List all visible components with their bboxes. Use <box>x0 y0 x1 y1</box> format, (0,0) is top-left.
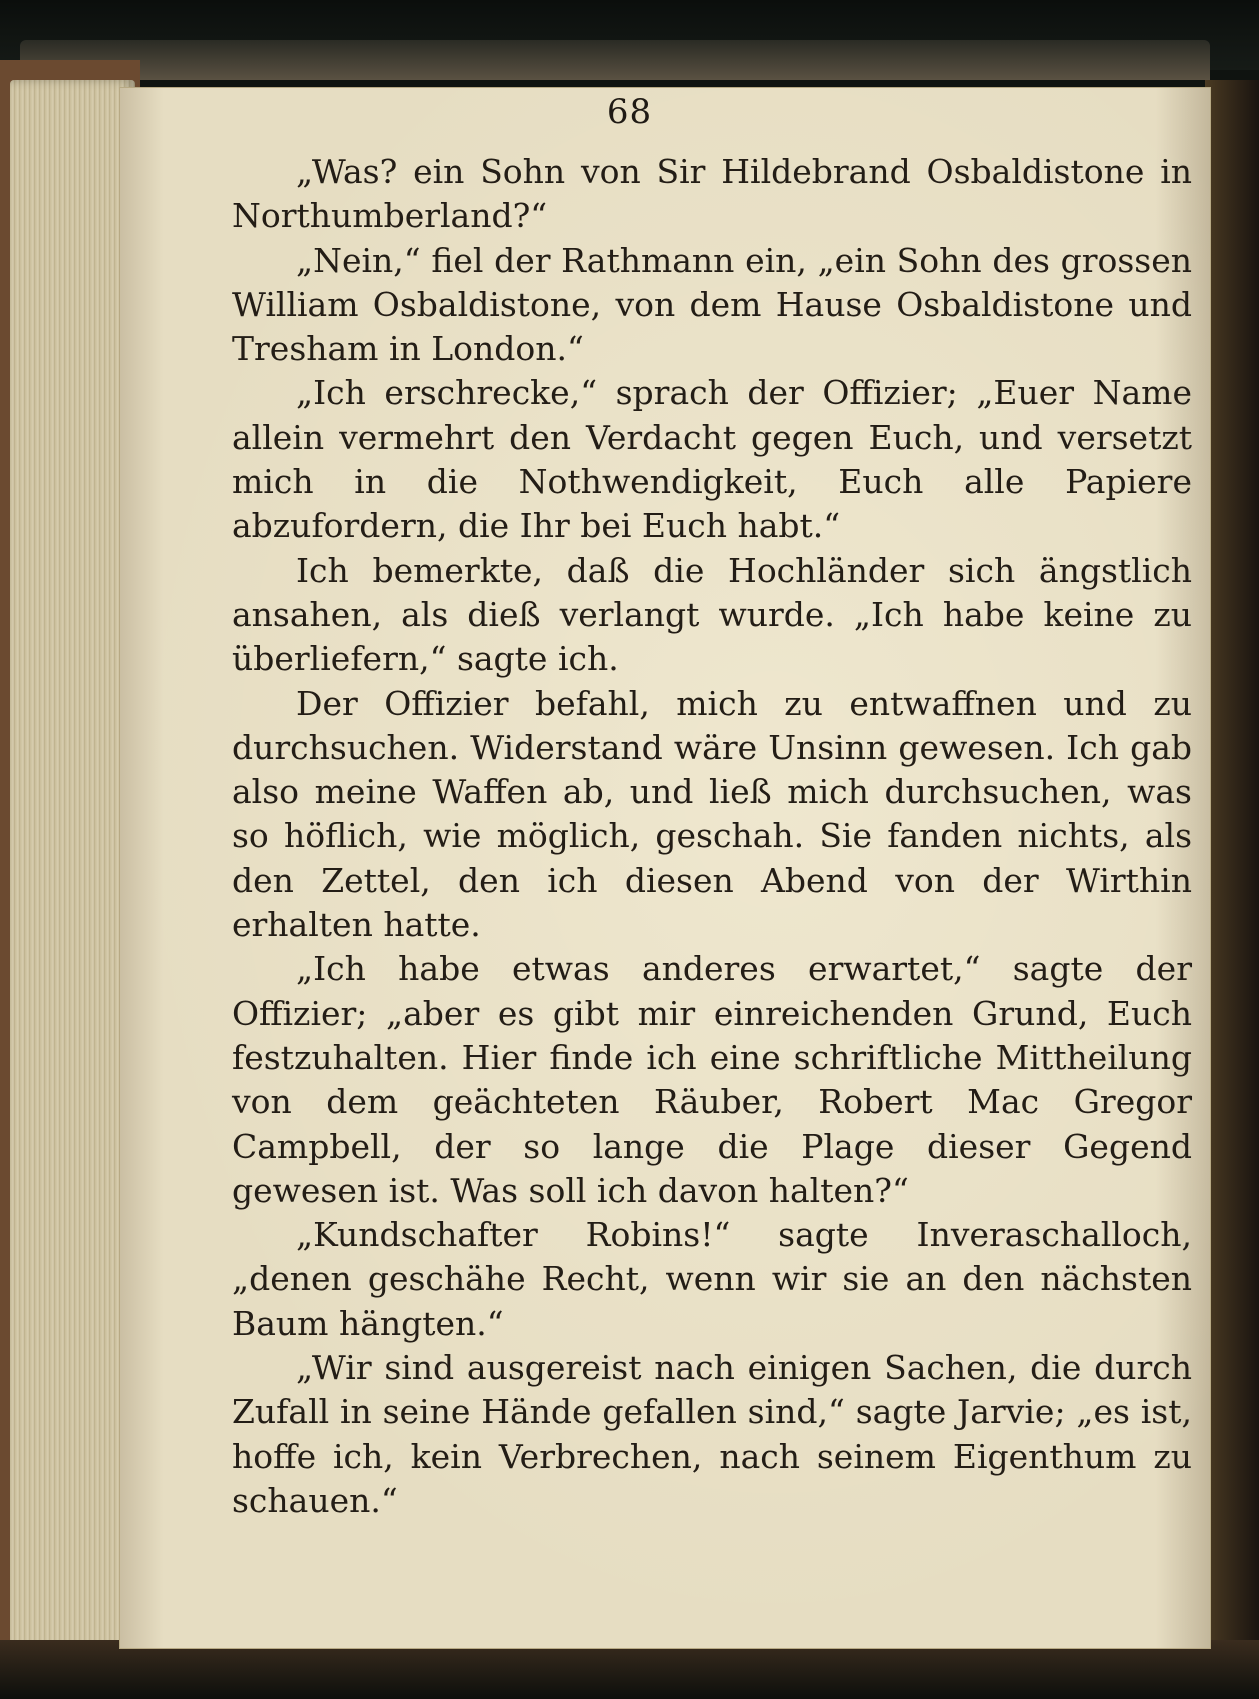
paragraph: „Ich habe etwas anderes erwartet,“ sagte der Offizier; „aber es gibt mir einreichenden Grund, Euch festzuhalten. Hier finde ich eine schriftliche Mittheilung von dem geächteten Räuber, Robert Mac Gregor Campbell, der so lange die Plage dieser Gegend gewesen ist. Was soll ich davon halten?“ <box>232 949 1192 1210</box>
book-cover-edge <box>20 40 1210 80</box>
paragraph: „Nein,“ fiel der Rathmann ein, „ein Sohn des grossen William Osbaldistone, von dem Hause Osbaldistone und Tresham in London.“ <box>232 240 1192 369</box>
page-edges <box>10 80 135 1660</box>
paragraph: Ich bemerkte, daß die Hochländer sich ängstlich ansahen, als dieß verlangt wurde. „Ich habe keine zu überliefern,“ sagte ich. <box>232 550 1192 679</box>
book-right-edge <box>1205 80 1259 1660</box>
paragraph: „Kundschafter Robins!“ sagte Inveraschalloch, „denen geschähe Recht, wenn wir sie an den nächsten Baum hängten.“ <box>232 1215 1192 1343</box>
paragraph: „Wir sind ausgereist nach einigen Sachen, die durch Zufall in seine Hände gefallen sind,“ sagte Jarvie; „es ist, hoffe ich, kein Verbrechen, nach seinem Eigenthum zu schauen.“ <box>232 1348 1192 1520</box>
page-text <box>232 150 1192 1523</box>
background-bottom <box>0 1640 1259 1699</box>
paragraph: „Ich erschrecke,“ sprach der Offizier; „Euer Name allein vermehrt den Verdacht gegen Euch, und versetzt mich in die Nothwendigkeit, Euch alle Papiere abzufordern, die Ihr bei Euch habt.“ <box>232 373 1192 546</box>
page-number: 68 <box>606 92 653 132</box>
paragraph: „Was? ein Sohn von Sir Hildebrand Osbaldistone in Northumberland?“ <box>232 152 1192 236</box>
paragraph: Der Offizier befahl, mich zu entwaffnen und zu durchsuchen. Widerstand wäre Unsinn gewesen. Ich gab also meine Waffen ab, und ließ mich durchsuchen, was so höflich, wie möglich, geschah. Sie fanden nichts, als den Zettel, den ich diesen Abend von der Wirthin erhalten hatte. <box>232 683 1192 945</box>
